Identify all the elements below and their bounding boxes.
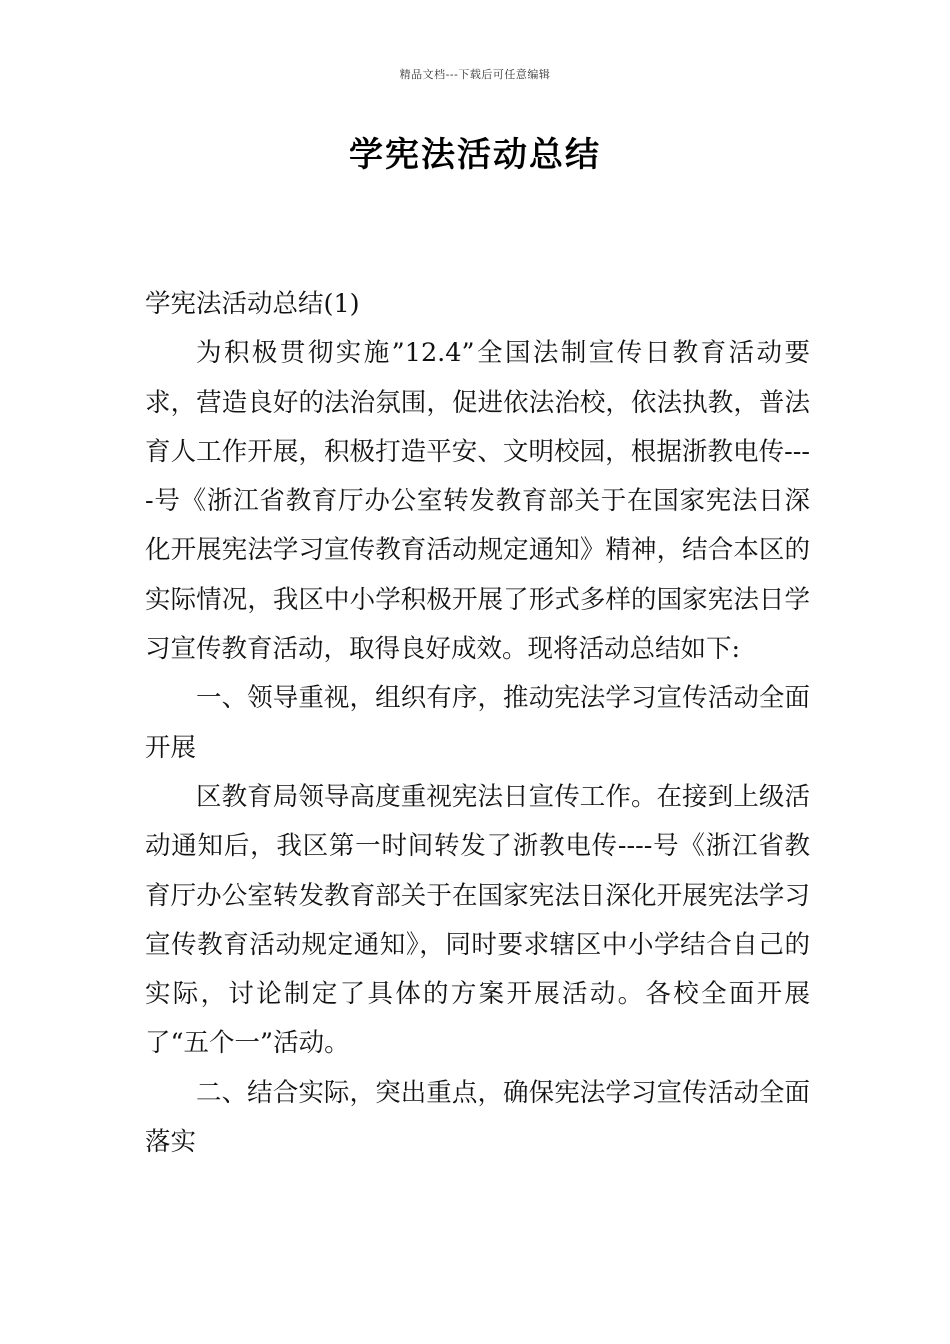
section-heading-2: 二、结合实际，突出重点，确保宪法学习宣传活动全面落实	[145, 1077, 810, 1158]
paragraph-intro: 为积极贯彻实施”12.4”全国法制宣传日教育活动要求，营造良好的法治氛围，促进依法治校，依法执教，普法育人工作开展，积极打造平安、文明校园，根据浙教电传----号《浙江省教育厅办公室转发教育部关于在国家宪法日深化开展宪法学习宣传教育活动规定通知》精神，结合本区的实际情况，我区中小学积极开展了形式多样的国家宪法日学习宣传教育活动，取得良好成效。现将活动总结如下:	[145, 338, 810, 665]
page-title: 学宪法活动总结	[349, 135, 601, 175]
document-body	[145, 280, 810, 1167]
section-heading-1: 一、领导重视，组织有序，推动宪法学习宣传活动全面开展	[145, 683, 810, 763]
paragraph-section-1: 区教育局领导高度重视宪法日宣传工作。在接到上级活动通知后，我区第一时间转发了浙教电传----号《浙江省教育厅办公室转发教育部关于在国家宪法日深化开展宪法学习宣传教育活动规定通知》，同时要求辖区中小学结合自己的实际，讨论制定了具体的方案开展活动。各校全面开展了“五个一”活动。	[145, 781, 810, 1059]
section-subtitle: 学宪法活动总结(1)	[145, 289, 360, 319]
header-note: 精品文档---下载后可任意编辑	[399, 68, 551, 81]
